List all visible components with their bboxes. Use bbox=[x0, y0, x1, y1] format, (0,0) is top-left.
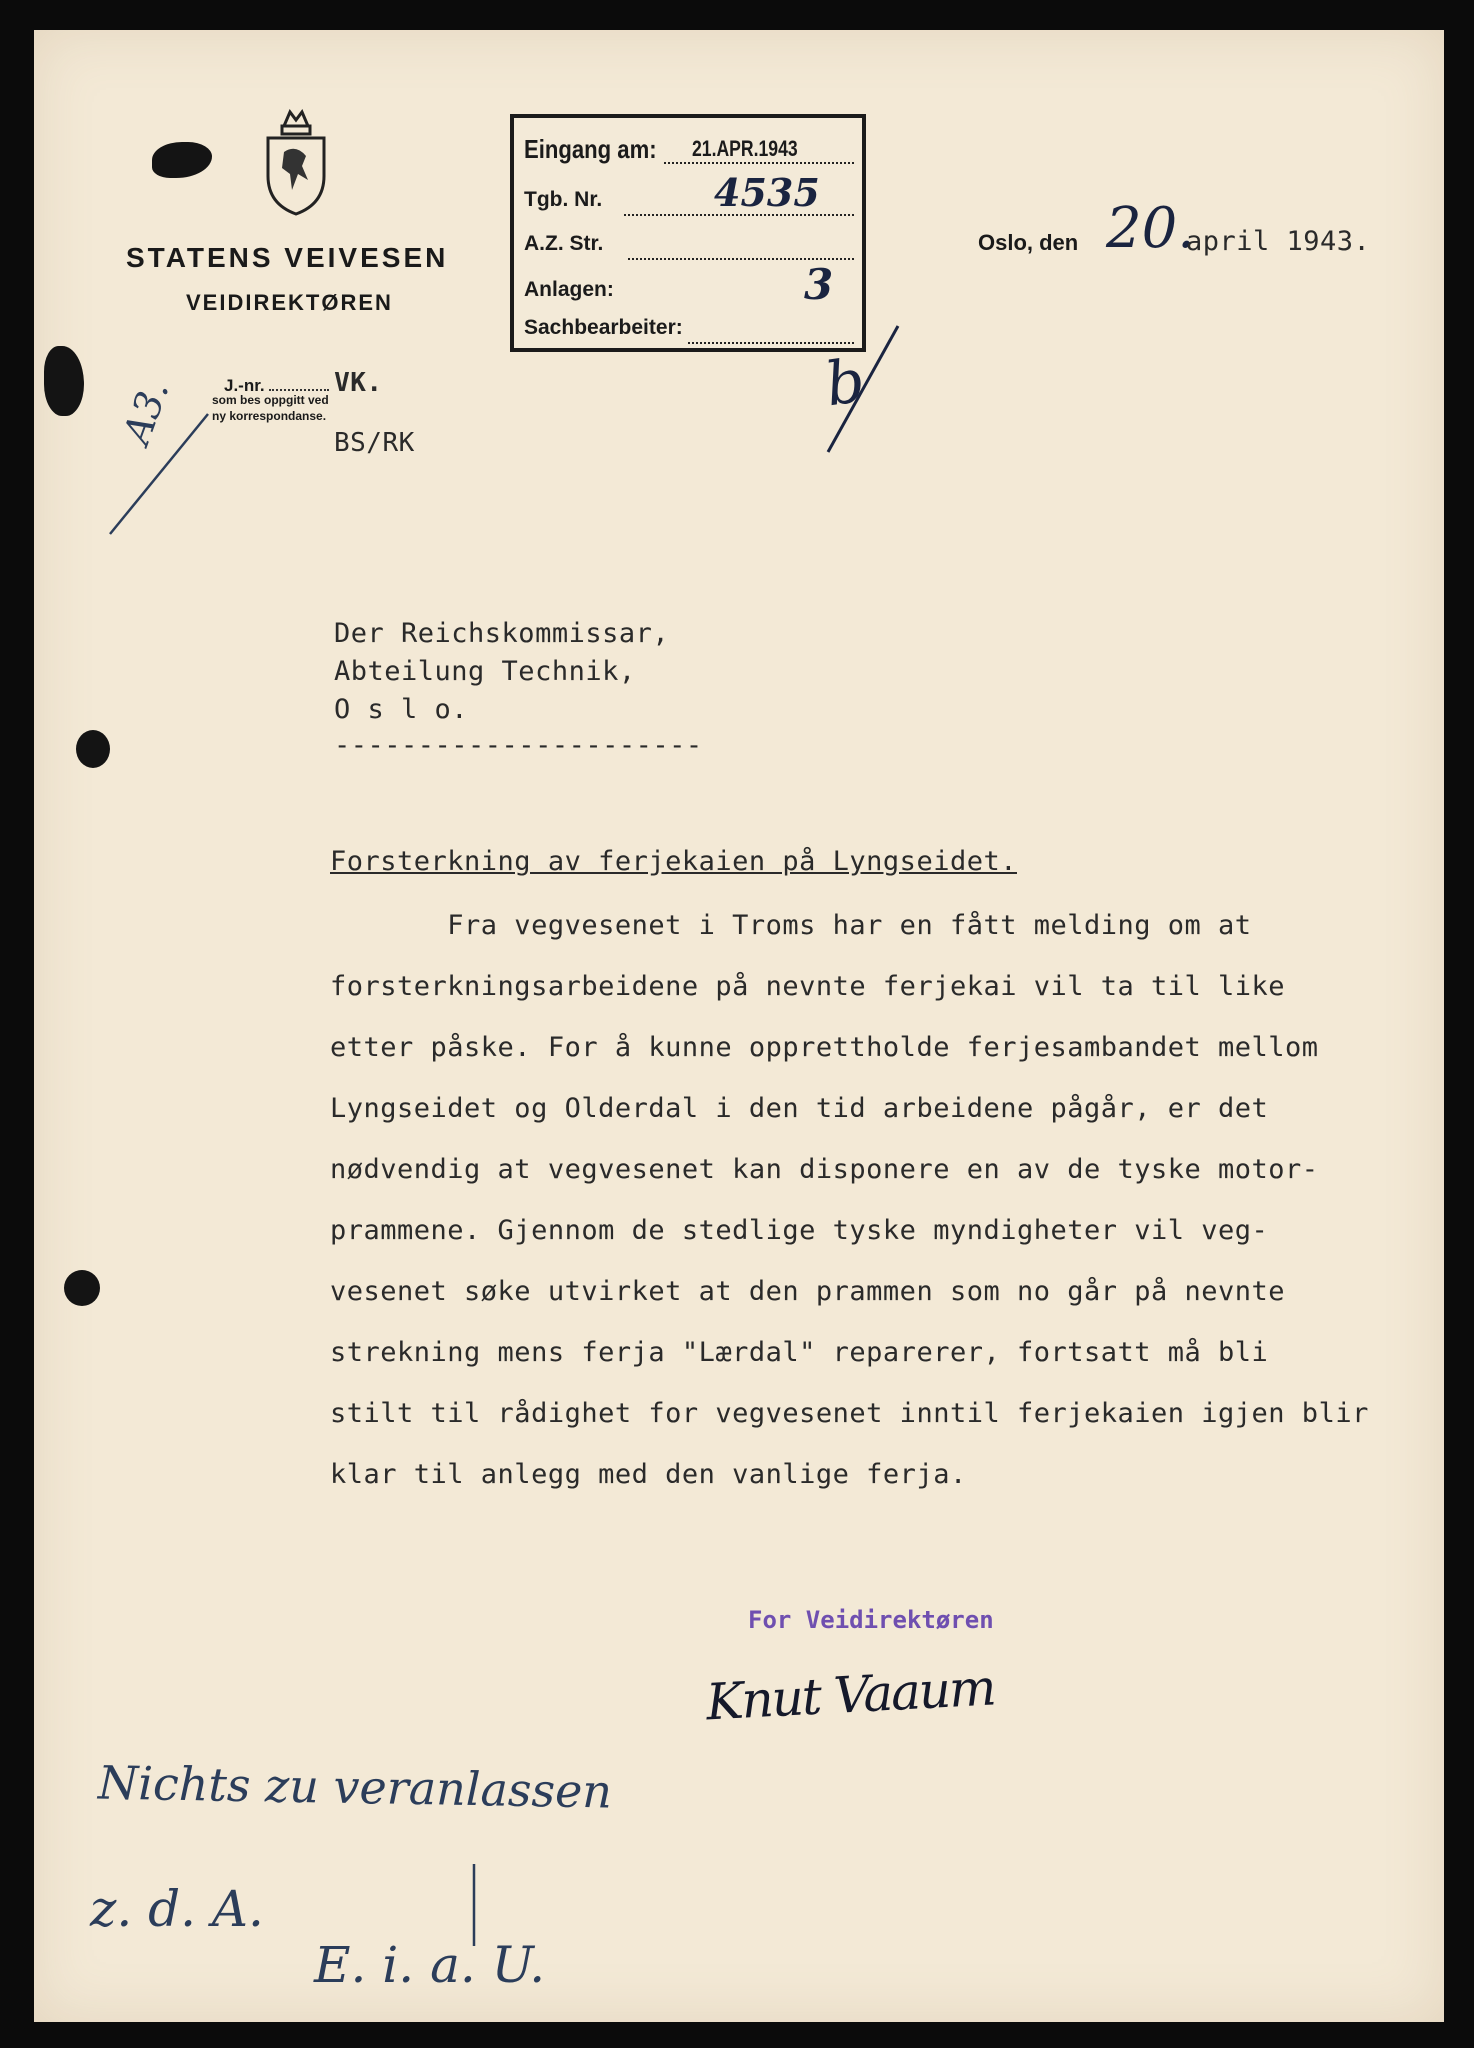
punch-hole-top bbox=[76, 730, 110, 768]
journal-note-line-1: som bes oppgitt ved bbox=[212, 393, 329, 407]
signature: Knut Vaaum bbox=[704, 1658, 996, 1732]
body-line-3: etter påske. For å kunne opprettholde ferjesambandet mellom bbox=[330, 1032, 1319, 1063]
az-label: A.Z. Str. bbox=[524, 232, 604, 255]
body-line-10: klar til anlegg med den vanlige ferja. bbox=[330, 1459, 967, 1490]
received-line bbox=[664, 162, 854, 164]
annotation-vertical-stroke bbox=[464, 1860, 484, 1950]
journal-number-note bbox=[212, 392, 329, 424]
ink-blot-top bbox=[152, 142, 212, 178]
organization-name: STATENS VEIVESEN bbox=[126, 242, 449, 273]
date-month-year: april 1943. bbox=[1186, 226, 1371, 257]
signature-stamp: For Veidirektøren bbox=[748, 1606, 994, 1634]
received-label: Eingang am: bbox=[524, 134, 657, 164]
journal-number-value: VK. bbox=[334, 368, 383, 398]
body-line-5: nødvendig at vegvesenet kan disponere en av de tyske motor- bbox=[330, 1154, 1319, 1185]
body-line-7: vesenet søke utvirket at den prammen som no går på nevnte bbox=[330, 1276, 1286, 1307]
body-line-9: stilt til rådighet for vegvesenet inntil ferjekaien igjen blir bbox=[330, 1398, 1369, 1429]
date-place: Oslo, den bbox=[978, 230, 1079, 255]
address-line-3: O s l o. bbox=[334, 694, 469, 725]
annotation-line-3: E. i. a. U. bbox=[314, 1936, 546, 1994]
punch-hole-bottom bbox=[64, 1270, 100, 1306]
anlagen-label: Anlagen: bbox=[524, 278, 614, 301]
anlagen-count: 3 bbox=[804, 260, 834, 309]
annotation-line-1: Nichts zu veranlassen bbox=[97, 1755, 613, 1819]
stamp-handwritten-mark: b bbox=[821, 345, 870, 421]
margin-slash-mark bbox=[104, 410, 214, 540]
tgb-label: Tgb. Nr. bbox=[524, 188, 603, 211]
journal-note-line-2: ny korrespondanse. bbox=[212, 409, 327, 423]
body-line-6: prammene. Gjennom de stedlige tyske myndigheter vil veg- bbox=[330, 1215, 1269, 1246]
department-name: VEIDIREKTØREN bbox=[186, 290, 393, 315]
body-line-2: forsterkningsarbeidene på nevnte ferjekai vil ta til like bbox=[330, 971, 1286, 1002]
body-line-4: Lyngseidet og Olderdal i den tid arbeidene pågår, er det bbox=[330, 1093, 1269, 1124]
body-line-1: Fra vegvesenet i Troms har en fått melding om at bbox=[330, 910, 1252, 941]
body-line-8: strekning mens ferja "Lærdal" reparerer, fortsatt må bli bbox=[330, 1337, 1269, 1368]
norwegian-coat-of-arms-icon bbox=[262, 108, 330, 216]
received-date: 21.APR.1943 bbox=[692, 136, 798, 161]
journal-number-label: J.-nr. bbox=[224, 376, 265, 395]
tgb-number: 4535 bbox=[714, 170, 820, 215]
stamp-slash-mark bbox=[818, 320, 908, 460]
address-rule: ---------------------- bbox=[334, 730, 703, 761]
ink-blot-left bbox=[44, 346, 84, 416]
date-day: 20. bbox=[1106, 196, 1196, 261]
sachbearbeiter-label: Sachbearbeiter: bbox=[524, 316, 683, 339]
address-line-1: Der Reichskommissar, bbox=[334, 618, 670, 649]
receipt-stamp bbox=[510, 114, 866, 352]
typist-initials: BS/RK bbox=[334, 428, 415, 458]
margin-handwriting: A3. bbox=[114, 374, 178, 450]
address-line-2: Abteilung Technik, bbox=[334, 656, 636, 687]
annotation-line-2: z. d. A. bbox=[90, 1880, 264, 1938]
letter-subject: Forsterkning av ferjekaien på Lyngseidet. bbox=[330, 846, 1017, 877]
letter-page bbox=[34, 30, 1444, 2022]
